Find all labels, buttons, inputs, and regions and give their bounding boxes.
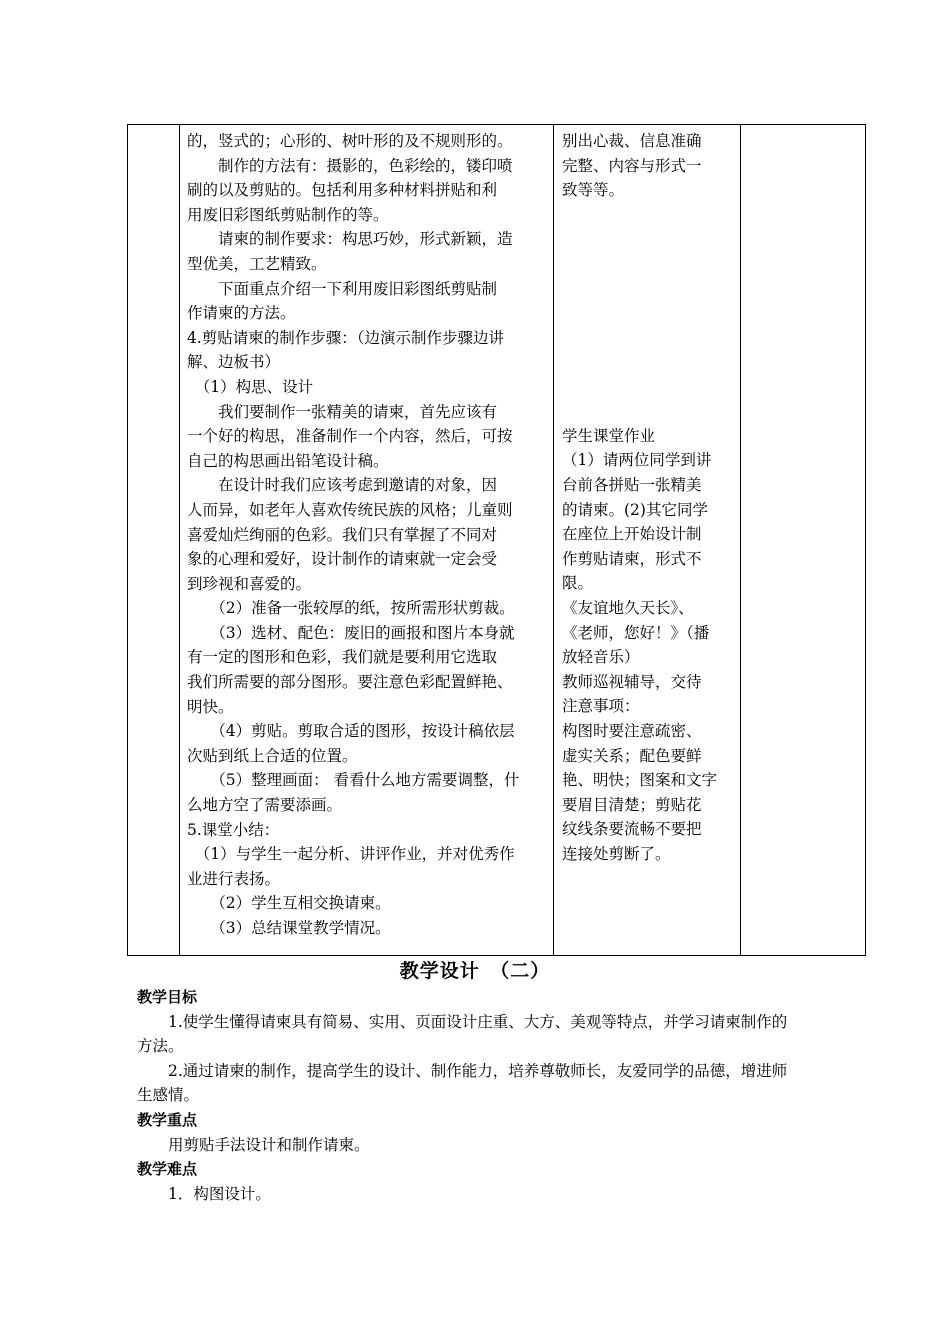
text-line: 我们要制作一张精美的请柬，首先应该有 xyxy=(187,402,498,421)
text-line: 型优美，工艺精致。 xyxy=(187,254,327,273)
text-line: 1.使学生懂得请柬具有简易、实用、页面设计庄重、大方、美观等特点，并学习请柬制作的 xyxy=(137,1012,788,1031)
text-line: 学生课堂作业 xyxy=(562,426,656,445)
text-line: 《友谊地久天长》、 xyxy=(562,598,694,617)
main-text xyxy=(187,129,546,941)
text-line: 在座位上开始设计制 xyxy=(562,525,702,544)
text-line: （4）剪贴。剪取合适的图形，按设计稿依层 xyxy=(187,722,515,741)
text-line: （3）总结课堂教学情况。 xyxy=(187,919,391,937)
text-line: 的，竖式的；心形的、树叶形的及不规则形的。 xyxy=(187,132,513,150)
text-line: 么地方空了需要添画。 xyxy=(187,796,343,815)
text-line: 人而异，如老年人喜欢传统民族的风格；儿童则 xyxy=(187,500,513,519)
text-line: 构图时要注意疏密、 xyxy=(562,721,702,740)
text-line: 业进行表扬。 xyxy=(187,869,281,888)
text-line: （5）整理画面： 看看什么地方需要调整，什 xyxy=(187,771,520,790)
notes-bottom-text xyxy=(562,424,734,867)
key-points-text xyxy=(137,1133,827,1158)
text-line: 别出心裁、信息准确 xyxy=(562,132,702,150)
lesson-design-section xyxy=(137,985,827,1206)
notes-top-text xyxy=(562,129,734,203)
text-line: 解、边板书） xyxy=(187,353,281,372)
text-line: 我们所需要的部分图形。要注意色彩配置鲜艳、 xyxy=(187,673,513,692)
difficulties-text xyxy=(137,1182,827,1207)
text-line: 生感情。 xyxy=(137,1086,200,1105)
text-line: （1）构思、设计 xyxy=(187,377,314,396)
goals-heading: 教学目标 xyxy=(137,988,198,1006)
text-line: （3）选材、配色：废旧的画报和图片本身就 xyxy=(187,623,515,642)
text-line: （1）请两位同学到讲 xyxy=(562,451,712,470)
text-line: 致等等。 xyxy=(562,181,625,200)
text-line: 明快。 xyxy=(187,697,234,716)
text-line: 象的心理和爱好，设计制作的请柬就一定会受 xyxy=(187,550,498,569)
text-line: 1．构图设计。 xyxy=(137,1184,271,1203)
text-line: （2）准备一张较厚的纸，按所需形状剪裁。 xyxy=(187,599,515,618)
text-line: 放轻音乐） xyxy=(562,648,640,667)
text-line: 下面重点介绍一下利用废旧彩图纸剪贴制 xyxy=(187,279,498,298)
text-line: 用废旧彩图纸剪贴制作的等。 xyxy=(187,205,389,224)
text-line: 在设计时我们应该考虑到邀请的对象，因 xyxy=(187,476,498,495)
text-line: 纹线条要流畅不要把 xyxy=(562,820,702,839)
text-line: 台前各拼贴一张精美 xyxy=(562,475,702,494)
goals-text xyxy=(137,1010,827,1108)
text-line: 方法。 xyxy=(137,1037,184,1056)
text-line: 一个好的构思，准备制作一个内容，然后，可按 xyxy=(187,427,513,446)
text-line: 4.剪贴请柬的制作步骤：（边演示制作步骤边讲 xyxy=(187,328,505,347)
text-line: 艳、明快；图案和文字 xyxy=(562,771,718,790)
text-line: 连接处剪断了。 xyxy=(562,844,671,863)
key-points-heading: 教学重点 xyxy=(137,1110,198,1129)
table-cell-empty-left xyxy=(128,125,180,956)
text-line: 到珍视和喜爱的。 xyxy=(187,574,312,593)
table-cell-main xyxy=(180,125,554,956)
text-line: 完整、内容与形式一 xyxy=(562,156,702,175)
text-line: 5.课堂小结： xyxy=(187,820,280,839)
text-line: 要眉目清楚；剪贴花 xyxy=(562,795,702,814)
text-line: 用剪贴手法设计和制作请柬。 xyxy=(137,1135,370,1154)
text-line: 教师巡视辅导，交待 xyxy=(562,672,702,691)
text-line: 注意事项： xyxy=(562,697,640,716)
text-line: 有一定的图形和色彩，我们就是要利用它选取 xyxy=(187,648,498,667)
text-line: 喜爱灿烂绚丽的色彩。我们只有掌握了不同对 xyxy=(187,525,498,544)
text-line: 制作的方法有：摄影的，色彩绘的，镂印喷 xyxy=(187,156,513,175)
text-line: 自己的构思画出铅笔设计稿。 xyxy=(187,451,389,470)
text-line: 次贴到纸上合适的位置。 xyxy=(187,746,358,765)
table-cell-empty-right xyxy=(741,125,866,956)
text-line: 请柬的制作要求：构思巧妙，形式新颖，造 xyxy=(187,230,513,249)
text-line: 刷的以及剪贴的。包括利用多种材料拼贴和利 xyxy=(187,181,498,200)
text-line: （1）与学生一起分析、讲评作业，并对优秀作 xyxy=(187,845,515,864)
text-line: 的请柬。(2)其它同学 xyxy=(562,500,708,519)
lesson-table xyxy=(127,124,866,956)
text-line: 《老师，您好！》（播 xyxy=(562,623,710,642)
table-cell-notes xyxy=(554,125,741,956)
section-title: 教学设计 （二） xyxy=(399,960,551,982)
text-line: 作请柬的方法。 xyxy=(187,304,296,323)
text-line: 2.通过请柬的制作，提高学生的设计、制作能力，培养尊敬师长，友爱同学的品德，增进师 xyxy=(137,1061,788,1080)
text-line: （2）学生互相交换请柬。 xyxy=(187,894,391,913)
text-line: 作剪贴请柬，形式不 xyxy=(562,549,702,568)
difficulties-heading: 教学难点 xyxy=(137,1160,198,1179)
text-line: 限。 xyxy=(562,574,594,593)
text-line: 虚实关系；配色要鲜 xyxy=(562,746,702,765)
